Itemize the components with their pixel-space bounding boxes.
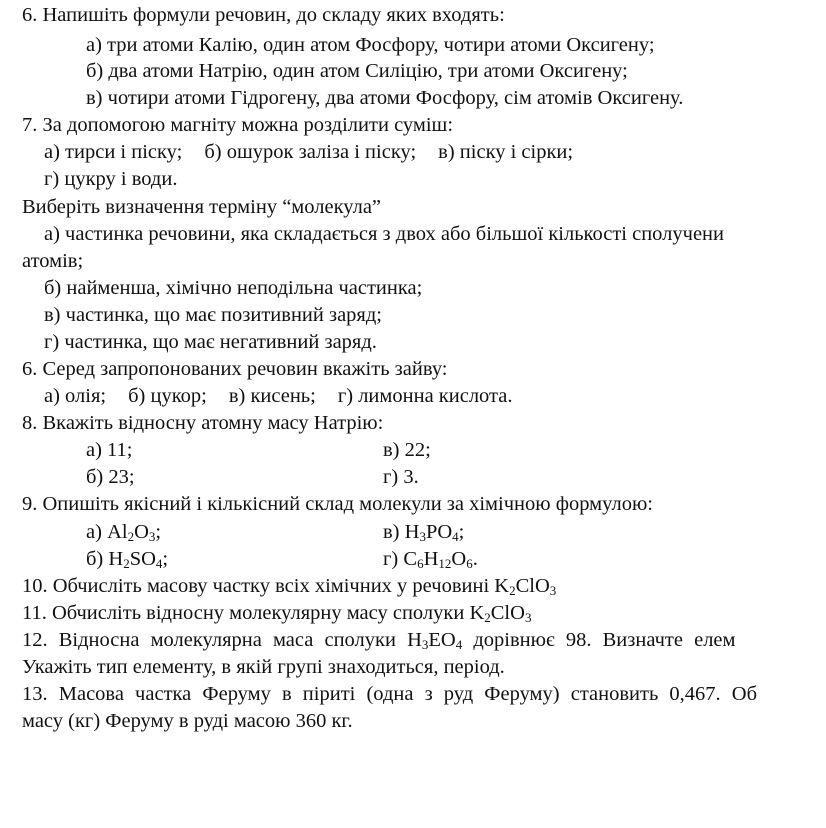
q9-formula-d	[403, 548, 477, 570]
formula-symbol: O	[451, 548, 467, 570]
formula-subscript: 3	[549, 583, 557, 598]
q6b-option-b: б) цукор;	[128, 385, 207, 407]
q6a-option-a: а) три атоми Калію, один атом Фосфору, чотири атоми Оксигену;	[86, 34, 655, 56]
q12-prompt-start: 12. Відносна молекулярна маса сполуки	[22, 629, 408, 651]
q12-line2: Укажіть тип елементу, в якій групі знаходиться, період.	[22, 656, 505, 678]
q9-option-d	[383, 546, 478, 572]
q8-option-d: г) 3.	[383, 466, 419, 488]
q11-prompt: 11. Обчисліть відносну молекулярну масу сполуки	[22, 602, 470, 624]
q9-option-c	[383, 519, 464, 545]
q7-title: 7. За допомогою магніту можна розділити суміш:	[22, 114, 454, 136]
q6b-options-row	[44, 383, 512, 409]
q9-option-a-label: а)	[86, 521, 108, 543]
formula-subscript: 2	[123, 556, 130, 571]
formula-subscript: 3	[524, 610, 532, 625]
formula-symbol: K	[469, 602, 485, 624]
formula-subscript: 6	[466, 556, 473, 571]
formula-symbol: E	[428, 629, 441, 651]
q10-formula	[494, 575, 556, 597]
q6a-option-c: в) чотири атоми Гідрогену, два атоми Фосфору, сім атомів Оксигену.	[86, 87, 684, 109]
q6b-option-c: в) кисень;	[228, 385, 316, 407]
q6b-option-d: г) лимонна кислота.	[337, 385, 513, 407]
formula-symbol: H	[108, 548, 124, 570]
q7-option-d: г) цукру і води.	[44, 168, 178, 190]
q10-prompt: 10. Обчисліть масову частку всіх хімічних у речовині	[22, 575, 495, 597]
formula-subscript: 4	[452, 529, 459, 544]
q6b-option-a: а) олія;	[44, 385, 107, 407]
formula-symbol: C	[403, 548, 418, 570]
q9-option-d-label: г)	[383, 548, 404, 570]
formula-symbol: O	[134, 521, 149, 543]
q11-formula	[469, 602, 531, 624]
q9-option-b	[86, 546, 168, 572]
formula-symbol: ;	[162, 548, 169, 570]
molecule-title: Виберіть визначення терміну “молекула”	[22, 196, 382, 218]
formula-subscript: 3	[419, 529, 426, 544]
formula-subscript: 2	[127, 529, 135, 544]
formula-symbol: H	[423, 548, 439, 570]
q6a-title: 6. Напишіть формули речовин, до складу яких входять:	[22, 4, 505, 26]
q9-formula-a	[107, 521, 161, 543]
q7-option-a: а) тирси і піску;	[44, 141, 183, 163]
formula-symbol: ClO	[490, 602, 525, 624]
q8-option-a: а) 11;	[86, 439, 133, 461]
formula-subscript: 2	[484, 610, 491, 625]
molecule-option-d: г) частинка, що має негативний заряд.	[44, 331, 377, 353]
q9-formula-b	[108, 548, 168, 570]
q8-option-b: б) 23;	[86, 466, 135, 488]
q9-formula-c	[405, 521, 465, 543]
formula-subscript: 4	[455, 637, 463, 652]
molecule-option-c: в) частинка, що має позитивний заряд;	[44, 304, 382, 326]
formula-symbol: SO	[129, 548, 156, 570]
q8-option-c: в) 22;	[383, 439, 431, 461]
formula-symbol: Al	[107, 521, 128, 543]
formula-symbol: H	[404, 521, 420, 543]
formula-symbol: ;	[155, 521, 162, 543]
formula-symbol: H	[407, 629, 422, 651]
formula-subscript: 4	[155, 556, 163, 571]
q13-line2: масу (кг) Феруму в руді масою 360 кг.	[22, 710, 353, 732]
molecule-option-a-line2: атомів;	[22, 250, 84, 272]
q13-line1: 13. Масова частка Феруму в піриті (одна з руд Феруму) становить 0,467. Об	[22, 683, 758, 705]
q7-option-c: в) піску і сірки;	[438, 141, 574, 163]
formula-symbol: .	[472, 548, 478, 570]
formula-symbol: K	[494, 575, 510, 597]
formula-symbol: ;	[458, 521, 465, 543]
q6b-title: 6. Серед запропонованих речовин вкажіть зайву:	[22, 358, 448, 380]
q7-option-b: б) ошурок заліза і піску;	[204, 141, 417, 163]
molecule-option-a-line1: а) частинка речовини, яка складається з двох або більшої кількості сполучени	[44, 223, 724, 245]
formula-symbol: ClO	[515, 575, 550, 597]
q9-option-b-label: б)	[86, 548, 109, 570]
q9-option-c-label: в)	[383, 521, 405, 543]
q12-formula	[407, 629, 462, 651]
formula-symbol: PO	[425, 521, 453, 543]
q7-options-row	[44, 139, 573, 165]
formula-subscript: 2	[509, 583, 516, 598]
molecule-option-b: б) найменша, хімічно неподільна частинка;	[44, 277, 423, 299]
q12-line1	[22, 627, 736, 653]
q11-text	[22, 600, 531, 626]
formula-subscript: 3	[421, 637, 429, 652]
q8-title: 8. Вкажіть відносну атомну масу Натрію:	[22, 412, 384, 434]
formula-subscript: 12	[438, 556, 452, 571]
q6a-option-b: б) два атоми Натрію, один атом Силіцію, три атоми Оксигену;	[86, 60, 628, 82]
formula-subscript: 6	[417, 556, 424, 571]
formula-symbol: O	[440, 629, 456, 651]
q9-option-a	[86, 519, 161, 545]
q12-prompt-end: дорівнює 98. Визначте елем	[462, 629, 736, 651]
formula-subscript: 3	[148, 529, 156, 544]
q9-title: 9. Опишіть якісний і кількісний склад молекули за хімічною формулою:	[22, 493, 653, 515]
q10-text	[22, 573, 556, 599]
